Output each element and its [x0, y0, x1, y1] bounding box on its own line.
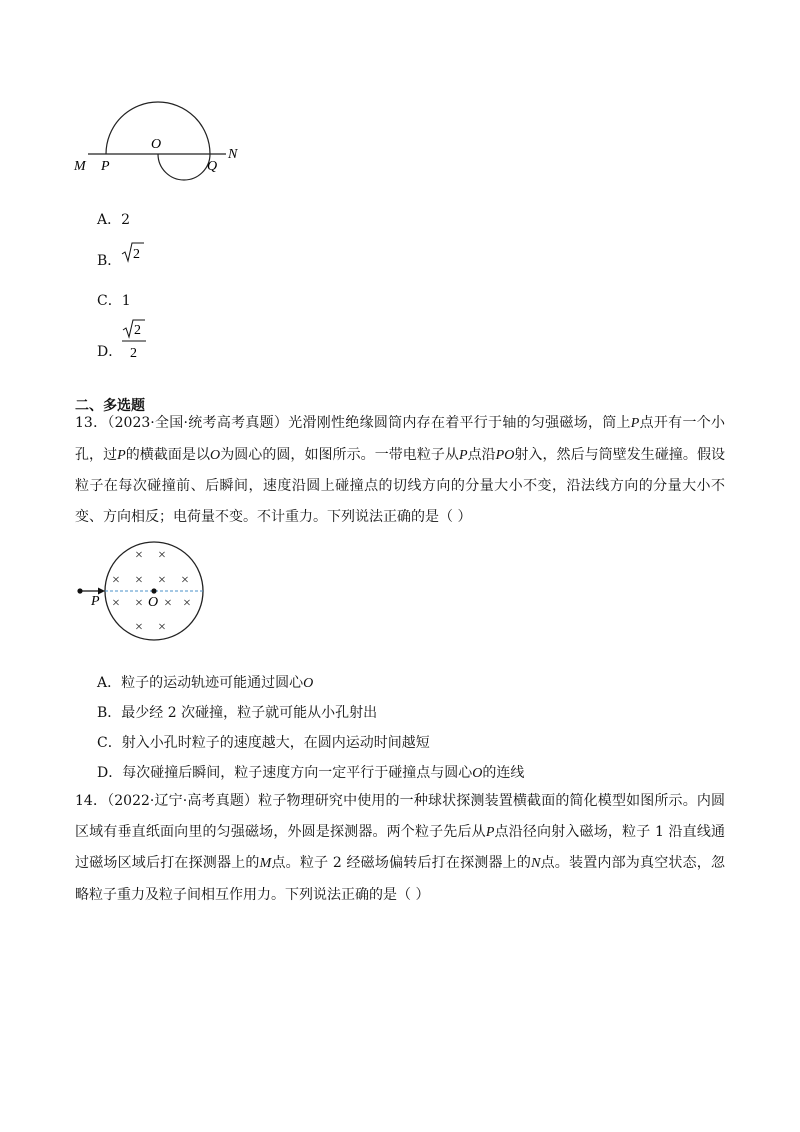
var-m: M	[259, 856, 272, 871]
option-prefix: B．	[97, 253, 122, 269]
section-title: 二、多选题	[75, 398, 145, 414]
label-n: N	[228, 147, 238, 162]
label-p: P	[91, 594, 100, 609]
field-cross: ×	[135, 596, 143, 611]
field-cross: ×	[158, 620, 166, 635]
option-prefix: C．	[97, 735, 122, 751]
stem-text: 射入，然后与筒壁发生碰撞。假设粒子在每次碰撞前、后瞬间，速度沿圆上碰撞点的切线方向的分量大小不变，沿法线方向的分量大小不变、方向相反；电荷量不变。不计重力。下列说法正确的是（ ）	[75, 446, 726, 525]
option-text: 粒子的运动轨迹可能通过圆心	[121, 675, 304, 691]
field-cross: ×	[135, 620, 143, 635]
label-o: O	[151, 137, 162, 152]
q13-stem	[75, 408, 725, 532]
q12-option-a	[97, 211, 130, 229]
var-p: P	[117, 447, 126, 463]
q12-option-c	[97, 292, 131, 310]
q14-stem	[75, 786, 725, 910]
field-cross: ×	[158, 548, 166, 563]
label-q: Q	[207, 159, 218, 174]
sqrt2-expression	[120, 240, 146, 264]
var-o: O	[303, 676, 314, 691]
option-text: 每次碰撞后瞬间，粒子速度方向一定平行于碰撞点与圆心	[122, 765, 473, 781]
stem-text: 点开有一个小孔，过	[75, 415, 726, 463]
sqrt2-over-2-expression	[120, 318, 148, 362]
label-o: O	[148, 595, 159, 610]
var-p: P	[458, 447, 468, 463]
denominator: 2	[130, 346, 137, 361]
q12-option-d	[97, 343, 122, 361]
q13-option-a	[97, 674, 313, 693]
stem-text: 光滑刚性绝缘圆筒内存在着平行于轴的匀强磁场，筒上	[288, 415, 631, 431]
option-text: 最少经 2 次碰撞，粒子就可能从小孔射出	[121, 705, 378, 721]
question-source: （2023·全国·统考高考真题）	[107, 415, 289, 431]
field-cross: ×	[135, 548, 143, 563]
option-text: 射入小孔时粒子的速度越大，在圆内运动时间越短	[121, 735, 430, 751]
q13-option-d	[97, 764, 524, 783]
option-prefix: A．	[97, 675, 122, 691]
option-prefix: B．	[97, 705, 122, 721]
label-m: M	[74, 159, 86, 174]
small-semicircle	[158, 154, 210, 180]
stem-text: 点沿径向射入磁场，粒子 1 沿直线通过磁场区域后打在探测器上的	[75, 823, 725, 871]
question-number: 13．	[75, 415, 108, 431]
var-o: O	[472, 766, 483, 781]
option-tail: 的连线	[482, 765, 525, 781]
numerator-radicand: 2	[134, 323, 141, 338]
question-number: 14．	[75, 793, 108, 809]
field-cross: ×	[112, 573, 120, 588]
stem-text: 点沿	[467, 446, 496, 463]
q13-option-c	[97, 734, 430, 752]
figure-semicircles	[70, 90, 250, 190]
field-cross: ×	[164, 596, 172, 611]
q13-option-b	[97, 704, 377, 722]
q12-option-b	[97, 252, 121, 270]
figure-circular-cylinder	[68, 535, 218, 655]
radicand: 2	[133, 247, 140, 262]
option-text: 1	[121, 293, 131, 309]
var-o: O	[210, 447, 221, 463]
question-source: （2022·辽宁·高考真题）	[107, 793, 259, 809]
var-p: P	[485, 824, 495, 840]
var-n: N	[531, 856, 541, 871]
field-cross: ×	[181, 573, 189, 588]
field-cross: ×	[183, 596, 191, 611]
stem-text: 为圆心的圆，如图所示。一带电粒子从	[220, 446, 459, 463]
option-text: 2	[121, 212, 131, 228]
field-cross: ×	[112, 596, 120, 611]
stem-text: 点。装置内部为真空状态，忽略粒子重力及粒子间相互作用力。下列说法正确的是（ ）	[75, 855, 725, 903]
var-p: P	[630, 416, 640, 431]
var-po: PO	[495, 447, 515, 463]
field-cross: ×	[158, 573, 166, 588]
option-prefix: D．	[97, 765, 123, 781]
option-prefix: C．	[97, 293, 122, 309]
option-prefix: A．	[97, 212, 122, 228]
center-dot	[151, 588, 156, 593]
option-prefix: D．	[97, 344, 123, 360]
label-p: P	[101, 159, 110, 174]
stem-text: 点。粒子 2 经磁场偏转后打在探测器上的	[271, 855, 532, 871]
stem-text: 粒子物理研究中使用的一种球状探测装置横截面的简化模型如图所示。内圆区域有垂直纸面向里的匀强磁场，外圆是探测器。两个粒子先后从	[75, 793, 725, 840]
stem-text: 的横截面是以	[125, 446, 211, 463]
field-cross: ×	[135, 573, 143, 588]
